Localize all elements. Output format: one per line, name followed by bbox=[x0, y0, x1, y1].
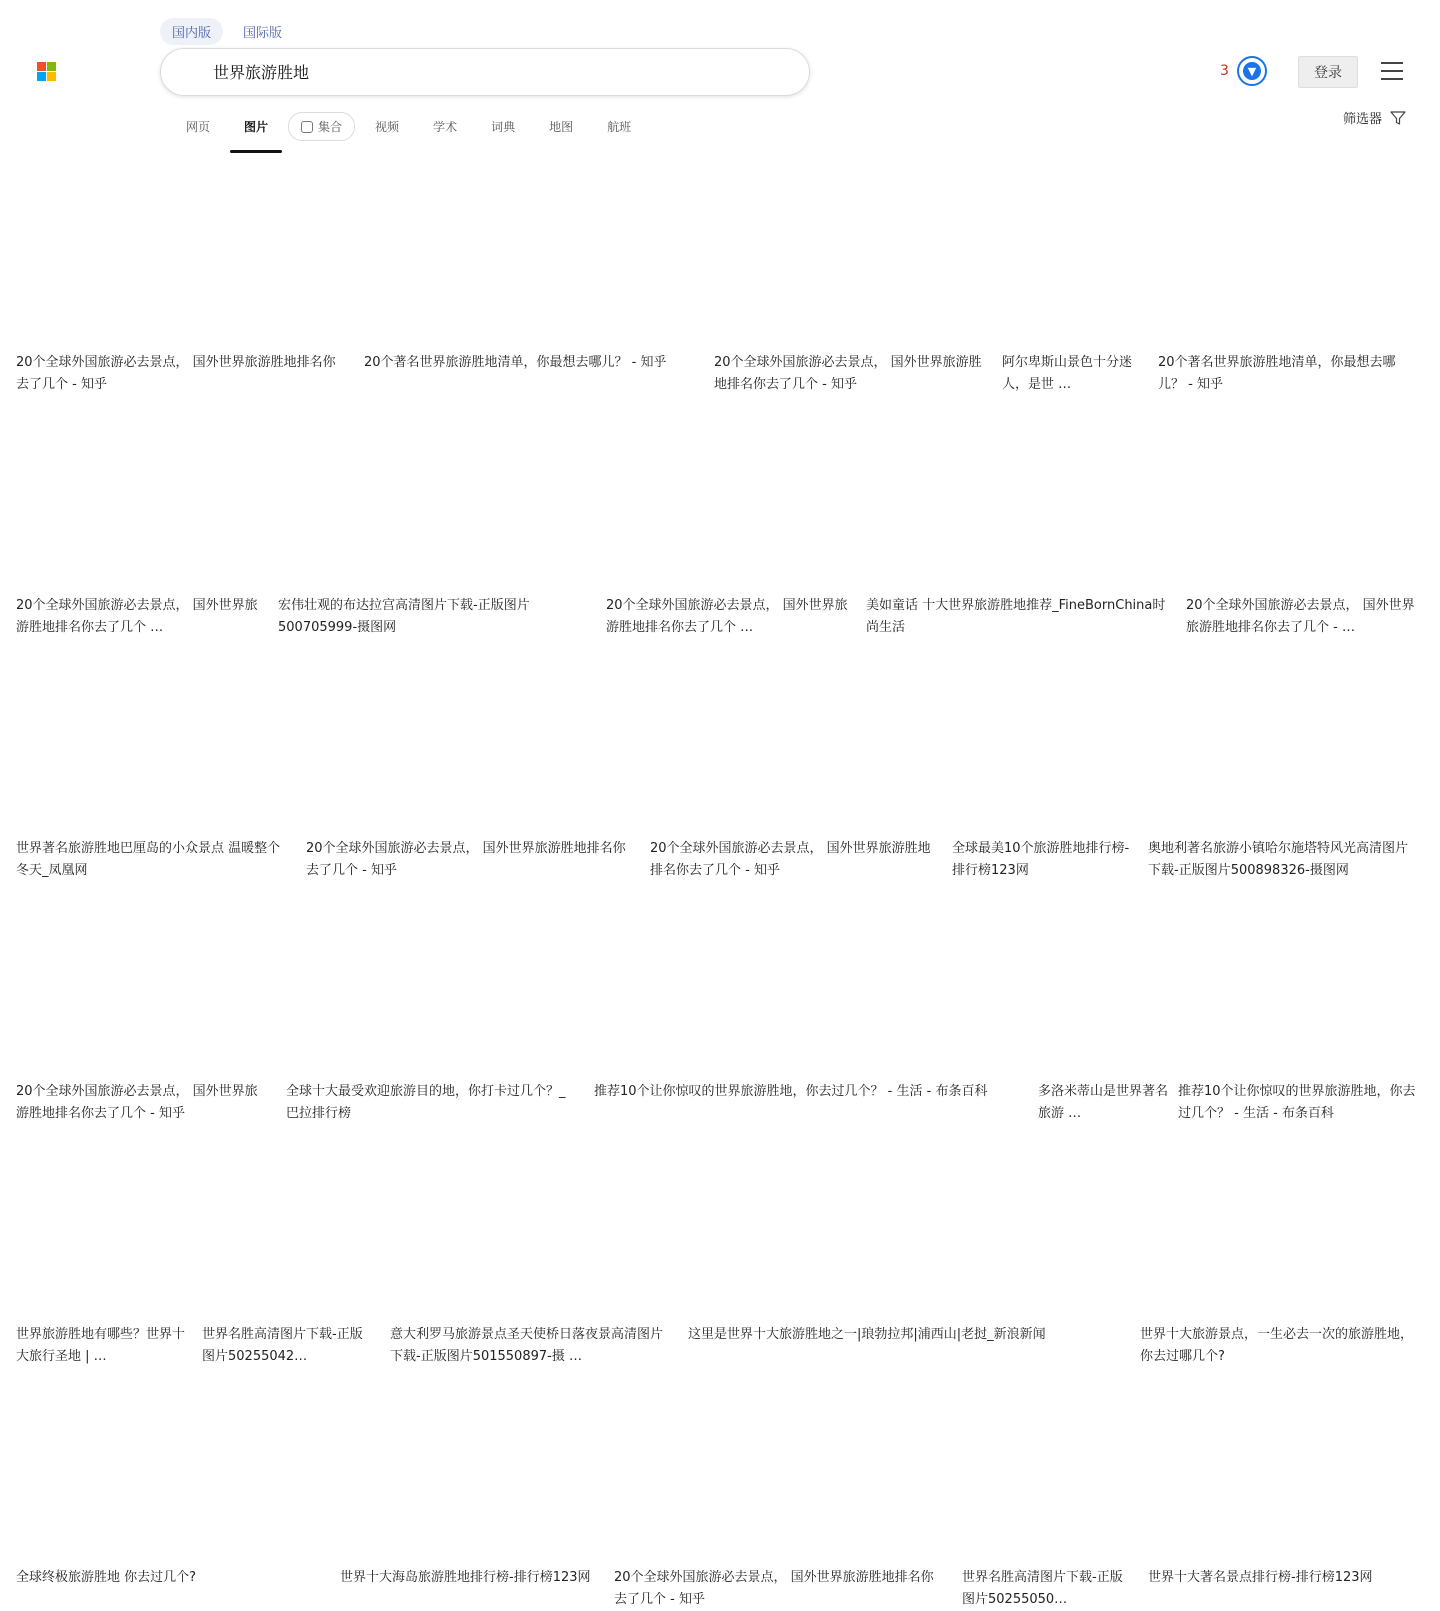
image-result[interactable] bbox=[364, 160, 706, 374]
result-caption[interactable]: 意大利罗马旅游景点圣天使桥日落夜景高清图片下载-正版图片501550897-摄 … bbox=[390, 1327, 664, 1364]
result-caption[interactable]: 20个全球外国旅游必去景点， 国外世界旅游胜地排名你去了几个 - 知乎 bbox=[714, 355, 982, 392]
result-thumbnail[interactable] bbox=[16, 160, 356, 344]
result-caption[interactable]: 美如童话 十大世界旅游胜地推荐_FineBornChina时尚生活 bbox=[866, 598, 1166, 635]
tab-collections[interactable] bbox=[288, 112, 355, 141]
result-caption[interactable]: 全球终极旅游胜地 你去过几个? bbox=[16, 1570, 197, 1585]
result-thumbnail[interactable] bbox=[962, 1375, 1140, 1559]
result-thumbnail[interactable] bbox=[16, 889, 278, 1073]
image-result[interactable] bbox=[16, 889, 278, 1125]
image-result[interactable] bbox=[952, 646, 1140, 882]
result-caption[interactable]: 推荐10个让你惊叹的世界旅游胜地，你去过几个？ - 生活 - 布条百科 bbox=[594, 1084, 988, 1099]
tab-flights[interactable]: 航班 bbox=[607, 120, 632, 134]
result-thumbnail[interactable] bbox=[278, 403, 598, 587]
result-thumbnail[interactable] bbox=[594, 889, 1030, 1073]
tab-academic[interactable]: 学术 bbox=[433, 120, 458, 134]
result-caption[interactable]: 世界旅游胜地有哪些？世界十大旅行圣地 | … bbox=[16, 1327, 186, 1364]
logo-square-yellow bbox=[47, 72, 56, 81]
filter-label: 筛选器 bbox=[1343, 112, 1383, 127]
result-caption[interactable]: 全球十大最受欢迎旅游目的地，你打卡过几个？_巴拉排行榜 bbox=[286, 1084, 566, 1121]
result-thumbnail[interactable] bbox=[866, 403, 1178, 587]
search-box bbox=[160, 48, 810, 96]
result-thumbnail[interactable] bbox=[688, 1132, 1134, 1316]
filter-toggle[interactable] bbox=[1343, 108, 1406, 127]
result-thumbnail[interactable] bbox=[340, 1375, 606, 1559]
tab-web[interactable]: 网页 bbox=[186, 120, 211, 134]
result-caption[interactable]: 世界十大旅游景点，一生必去一次的旅游胜地，你去过哪几个? bbox=[1140, 1327, 1414, 1364]
tab-maps[interactable]: 地图 bbox=[549, 120, 574, 134]
image-result[interactable] bbox=[16, 646, 298, 882]
result-caption[interactable]: 20个全球外国旅游必去景点， 国外世界旅游胜地排名你去了几个 … bbox=[606, 598, 848, 635]
result-thumbnail[interactable] bbox=[650, 646, 944, 830]
edition-switch bbox=[160, 18, 294, 45]
tab-collections-label: 集合 bbox=[318, 120, 343, 134]
microsoft-logo[interactable] bbox=[37, 62, 55, 80]
image-result[interactable] bbox=[1140, 1132, 1424, 1368]
result-thumbnail[interactable] bbox=[1038, 889, 1180, 1073]
reward-count: 3 bbox=[1220, 63, 1229, 79]
logo-square-red bbox=[37, 62, 46, 71]
login-button[interactable]: 登录 bbox=[1298, 56, 1358, 88]
result-caption[interactable]: 奥地利著名旅游小镇哈尔施塔特风光高清图片下载-正版图片500898326-摄图网 bbox=[1148, 841, 1409, 878]
result-thumbnail[interactable] bbox=[952, 646, 1140, 830]
image-result[interactable] bbox=[1178, 889, 1424, 1125]
logo-square-green bbox=[47, 62, 56, 71]
result-caption[interactable]: 20个全球外国旅游必去景点， 国外世界旅游胜地排名你去了几个 - 知乎 bbox=[306, 841, 626, 878]
tab-images[interactable]: 图片 bbox=[230, 112, 282, 141]
result-caption[interactable]: 世界著名旅游胜地巴厘岛的小众景点 温暖整个冬天_凤凰网 bbox=[16, 841, 281, 878]
edition-tab-international[interactable]: 国际版 bbox=[243, 26, 283, 41]
image-result[interactable] bbox=[16, 160, 356, 396]
result-caption[interactable]: 20个全球外国旅游必去景点， 国外世界旅游胜地排名你去了几个 - 知乎 bbox=[614, 1570, 934, 1607]
filter-funnel-icon bbox=[1390, 110, 1406, 126]
tab-videos[interactable]: 视频 bbox=[375, 120, 400, 134]
image-result[interactable] bbox=[866, 403, 1178, 639]
image-result[interactable] bbox=[606, 403, 858, 639]
result-caption[interactable]: 20个全球外国旅游必去景点， 国外世界旅游胜地排名你去了几个 … bbox=[16, 598, 258, 635]
collection-icon bbox=[301, 121, 313, 133]
image-result[interactable] bbox=[614, 1375, 954, 1611]
rewards[interactable] bbox=[1220, 56, 1267, 86]
result-caption[interactable]: 推荐10个让你惊叹的世界旅游胜地，你去过几个？ - 生活 - 布条百科 bbox=[1178, 1084, 1416, 1121]
result-thumbnail[interactable] bbox=[714, 160, 994, 344]
result-caption[interactable]: 多洛米蒂山是世界著名旅游 … bbox=[1038, 1084, 1169, 1121]
image-result[interactable] bbox=[714, 160, 994, 396]
result-caption[interactable]: 20个全球外国旅游必去景点， 国外世界旅游胜地排名你去了几个 - 知乎 bbox=[650, 841, 931, 878]
result-caption[interactable]: 宏伟壮观的布达拉宫高清图片下载-正版图片500705999-摄图网 bbox=[278, 598, 530, 635]
result-caption[interactable]: 20个全球外国旅游必去景点， 国外世界旅游胜地排名你去了几个 - 知乎 bbox=[16, 355, 336, 392]
edition-tab-domestic[interactable]: 国内版 bbox=[160, 18, 223, 45]
result-caption[interactable]: 世界名胜高清图片下载-正版图片50255050… bbox=[962, 1570, 1123, 1607]
result-caption[interactable]: 20个著名世界旅游胜地清单，你最想去哪儿？ - 知乎 bbox=[1158, 355, 1396, 392]
image-result[interactable] bbox=[1038, 889, 1180, 1125]
result-thumbnail[interactable] bbox=[614, 1375, 954, 1559]
tab-dictionary[interactable]: 词典 bbox=[491, 120, 516, 134]
image-result[interactable] bbox=[1158, 160, 1424, 396]
image-result[interactable] bbox=[1148, 646, 1424, 882]
image-result[interactable] bbox=[1186, 403, 1424, 639]
hamburger-menu-icon[interactable] bbox=[1381, 62, 1403, 80]
image-result[interactable] bbox=[688, 1132, 1134, 1346]
image-result[interactable] bbox=[16, 1375, 332, 1589]
result-thumbnail[interactable] bbox=[1148, 646, 1424, 830]
result-thumbnail[interactable] bbox=[1002, 160, 1150, 344]
result-caption[interactable]: 全球最美10个旅游胜地排行榜-排行榜123网 bbox=[952, 841, 1130, 878]
image-result[interactable] bbox=[1148, 1375, 1424, 1589]
image-result[interactable] bbox=[286, 889, 586, 1125]
image-result[interactable] bbox=[390, 1132, 680, 1368]
image-result[interactable] bbox=[962, 1375, 1140, 1611]
result-thumbnail[interactable] bbox=[202, 1132, 382, 1316]
image-result[interactable] bbox=[594, 889, 1030, 1103]
result-thumbnail[interactable] bbox=[1186, 403, 1424, 587]
logo-square-blue bbox=[37, 72, 46, 81]
result-thumbnail[interactable] bbox=[16, 403, 270, 587]
image-result[interactable] bbox=[1002, 160, 1150, 396]
result-thumbnail[interactable] bbox=[606, 403, 858, 587]
image-results-grid bbox=[16, 160, 1424, 1607]
result-thumbnail[interactable] bbox=[1158, 160, 1424, 344]
image-result[interactable] bbox=[650, 646, 944, 882]
result-thumbnail[interactable] bbox=[1140, 1132, 1424, 1316]
result-thumbnail[interactable] bbox=[390, 1132, 680, 1316]
result-thumbnail[interactable] bbox=[1148, 1375, 1424, 1559]
result-caption[interactable]: 世界十大著名景点排行榜-排行榜123网 bbox=[1148, 1570, 1373, 1585]
result-caption[interactable]: 20个全球外国旅游必去景点， 国外世界旅游胜地排名你去了几个 - … bbox=[1186, 598, 1415, 635]
result-caption[interactable]: 这里是世界十大旅游胜地之一|琅勃拉邦|浦西山|老挝_新浪新闻 bbox=[688, 1327, 1046, 1342]
result-thumbnail[interactable] bbox=[286, 889, 586, 1073]
result-thumbnail[interactable] bbox=[16, 646, 298, 830]
result-thumbnail[interactable] bbox=[16, 1375, 332, 1559]
result-caption[interactable]: 阿尔卑斯山景色十分迷人，是世 … bbox=[1002, 355, 1133, 392]
search-input[interactable] bbox=[211, 61, 775, 82]
image-result[interactable] bbox=[278, 403, 598, 639]
image-result[interactable] bbox=[306, 646, 642, 882]
image-result[interactable] bbox=[16, 403, 270, 639]
result-thumbnail[interactable] bbox=[1178, 889, 1424, 1073]
result-caption[interactable]: 20个著名世界旅游胜地清单，你最想去哪儿？ - 知乎 bbox=[364, 355, 667, 370]
image-result[interactable] bbox=[340, 1375, 606, 1589]
result-caption[interactable]: 20个全球外国旅游必去景点， 国外世界旅游胜地排名你去了几个 - 知乎 bbox=[16, 1084, 258, 1121]
image-result[interactable] bbox=[202, 1132, 382, 1368]
result-thumbnail[interactable] bbox=[16, 1132, 194, 1316]
rewards-medal-icon[interactable]: ▼ bbox=[1237, 56, 1267, 86]
result-caption[interactable]: 世界十大海岛旅游胜地排行榜-排行榜123网 bbox=[340, 1570, 591, 1585]
result-caption[interactable]: 世界名胜高清图片下载-正版图片50255042… bbox=[202, 1327, 363, 1364]
image-result[interactable] bbox=[16, 1132, 194, 1368]
result-thumbnail[interactable] bbox=[306, 646, 642, 830]
vertical-nav bbox=[172, 112, 651, 141]
result-thumbnail[interactable] bbox=[364, 160, 706, 344]
